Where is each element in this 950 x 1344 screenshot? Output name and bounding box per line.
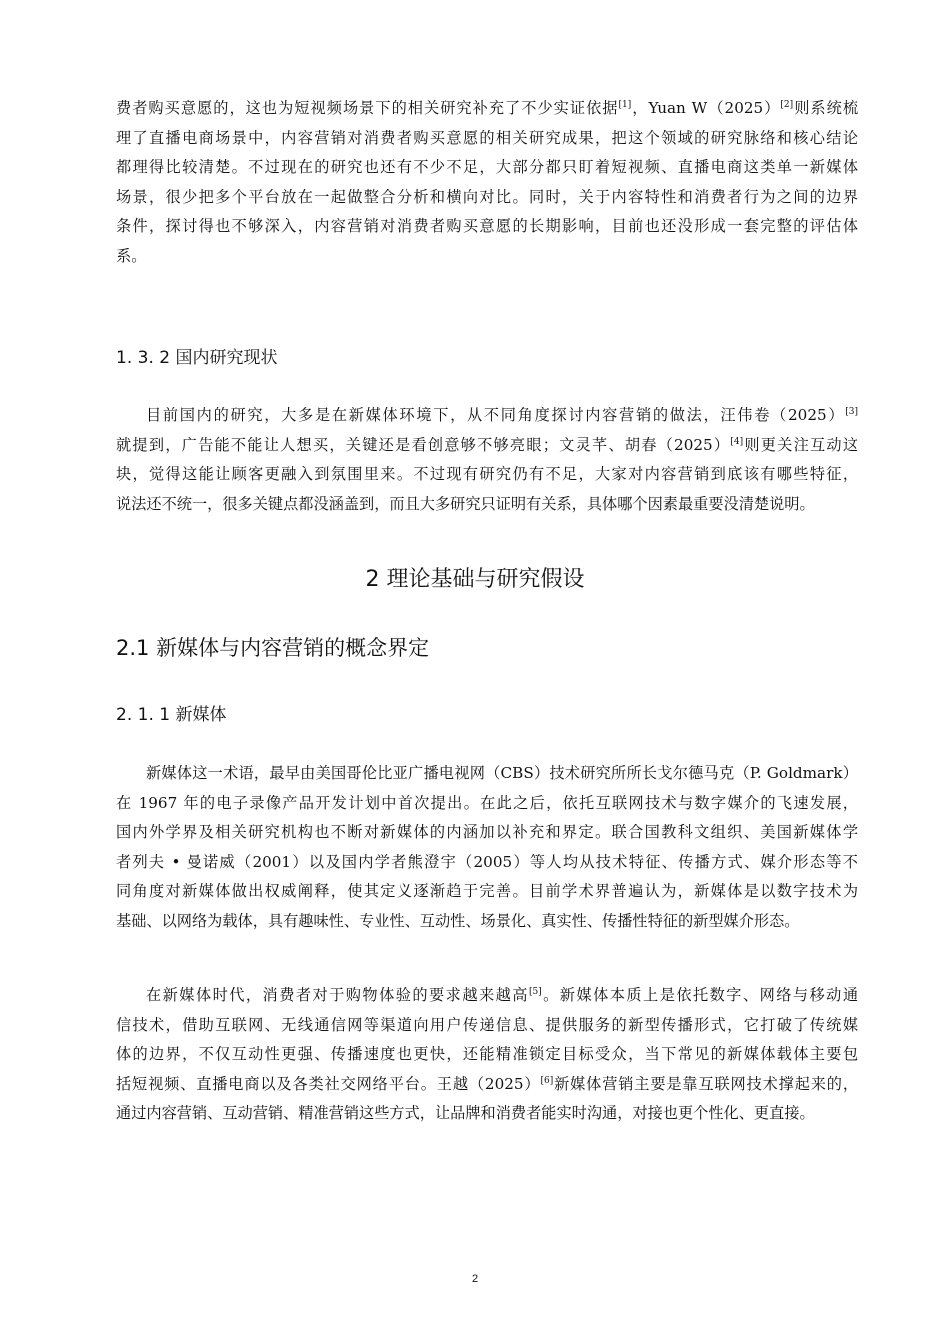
citation-5: [5] [528, 986, 542, 997]
text-line: 在新媒体时代，消费者对于购物体验的要求越来越高[5]。新媒体本质上是依托数字、网络与移动通 [146, 986, 859, 1004]
domestic-research-paragraph [116, 401, 858, 519]
citation-4: [4] [730, 436, 744, 447]
text-line: 体的边界，不仅互动性更强、传播速度也更快，还能精准锁定目标受众，当下常见的新媒体载体主要包 [116, 1045, 858, 1064]
text-line: 通过内容营销、互动营销、精准营销这些方式，让品牌和消费者能实时沟通，对接也更个性化、更直接。 [116, 1104, 815, 1123]
intro-paragraph [116, 94, 858, 272]
citation-6: [6] [540, 1075, 554, 1086]
text-line: 国内外学界及相关研究机构也不断对新媒体的内涵加以补充和界定。联合国教科文组织、美国新媒体学 [116, 823, 858, 842]
text-line: 条件，探讨得也不够深入，内容营销对消费者购买意愿的长期影响，目前也还没形成一套完整的评估体 [116, 217, 858, 236]
citation-3: [3] [845, 406, 858, 417]
text-line: 同角度对新媒体做出权威阐释，使其定义逐渐趋于完善。目前学术界普遍认为，新媒体是以数字技术为 [116, 882, 858, 901]
text-line: 块，觉得这能让顾客更融入到氛围里来。不过现有研究仍有不足，大家对内容营销到底该有哪些特征， [116, 465, 858, 484]
text-line: 场景，很少把多个平台放在一起做整合分析和横向对比。同时，关于内容特性和消费者行为之间的边界 [116, 187, 858, 206]
text-line: 目前国内的研究，大多是在新媒体环境下，从不同角度探讨内容营销的做法，汪伟卷（2025）[3] [146, 406, 858, 424]
text-line: 说法还不统一，很多关键点都没涵盖到，而且大多研究只证明有关系，具体哪个因素最重要没清楚说明。 [116, 494, 815, 513]
text-line: 者列夫 • 曼诺威（2001）以及国内学者熊澄宇（2005）等人均从技术特征、传播方式、媒介形态等不 [116, 852, 858, 871]
text-line: 系。 [116, 246, 147, 265]
section-heading-2-1: 2.1 新媒体与内容营销的概念界定 [116, 636, 430, 660]
new-media-paragraph-1 [116, 759, 858, 937]
citation-1: [1] [618, 99, 632, 110]
text-line: 新媒体这一术语，最早由美国哥伦比亚广播电视网（CBS）技术研究所所长戈尔德马克（P. Goldmark） [146, 764, 858, 782]
section-heading-2-1-1: 2. 1. 1 新媒体 [116, 705, 227, 725]
chapter-heading-2: 2 理论基础与研究假设 [365, 567, 585, 592]
new-media-paragraph-2 [116, 981, 858, 1129]
text-line: 理了直播电商场景中，内容营销对消费者购买意愿的相关研究成果，把这个领域的研究脉络和核心结论 [116, 128, 858, 147]
section-heading-1-3-2: 1. 3. 2 国内研究现状 [116, 348, 278, 368]
text-line: 括短视频、直播电商以及各类社交网络平台。王越（2025）[6]新媒体营销主要是靠互联网技术撑起来的， [116, 1074, 859, 1093]
text-line: 基础、以网络为载体，具有趣味性、专业性、互动性、场景化、真实性、传播性特征的新型媒介形态。 [116, 911, 800, 930]
citation-2: [2] [780, 99, 794, 110]
text-line: 在 1967 年的电子录像产品开发计划中首次提出。在此之后，依托互联网技术与数字媒介的飞速发展， [116, 793, 858, 812]
text-line: 信技术，借助互联网、无线通信网等渠道向用户传递信息、提供服务的新型传播形式，它打破了传统媒 [116, 1015, 858, 1034]
text-line: 都理得比较清楚。不过现在的研究也还有不少不足，大部分都只盯着短视频、直播电商这类单一新媒体 [116, 158, 858, 177]
page-number: 2 [471, 1273, 479, 1285]
text-line: 费者购买意愿的，这也为短视频场景下的相关研究补充了不少实证依据[1]，Yuan W（2025）[2]则系统梳 [116, 99, 859, 117]
text-line: 就提到，广告能不能让人想买，关键还是看创意够不够亮眼；文灵芊、胡春（2025）[4]则更关注互动这 [116, 435, 859, 454]
